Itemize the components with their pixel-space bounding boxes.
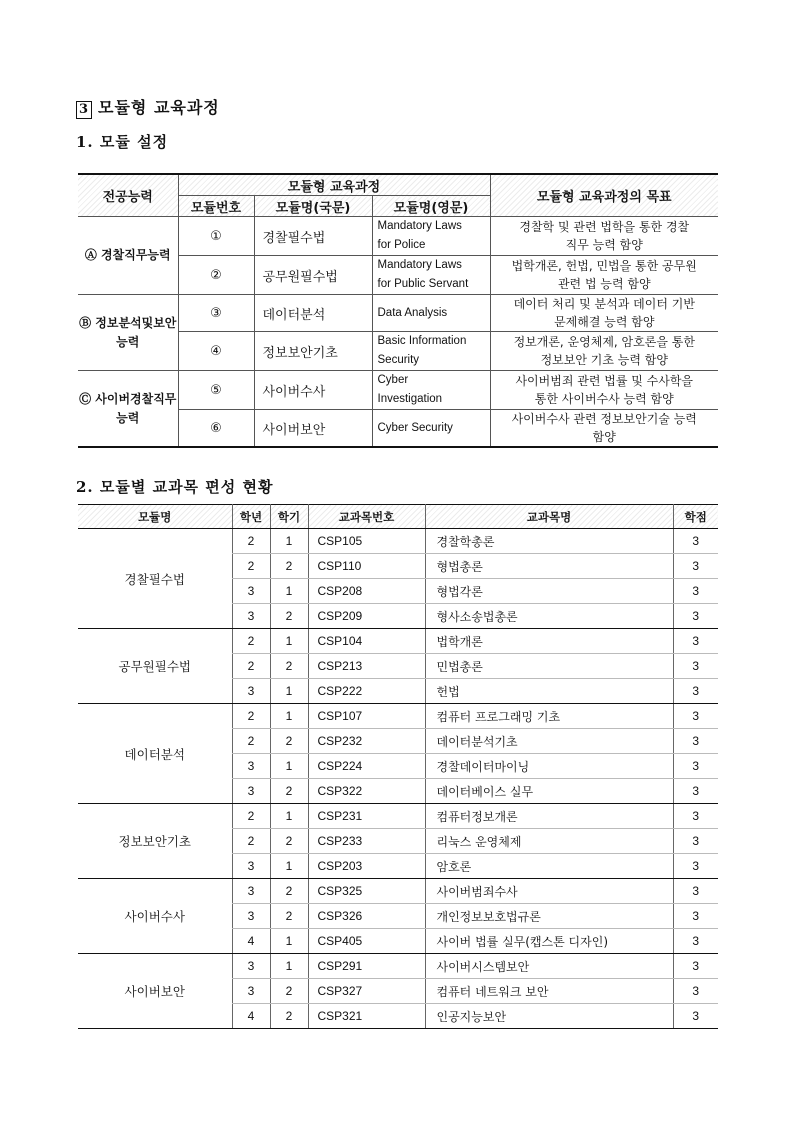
- semester-cell: 2: [270, 904, 308, 929]
- credit-cell: 3: [673, 679, 718, 704]
- course-code-cell: CSP104: [308, 629, 425, 654]
- credit-cell: 3: [673, 829, 718, 854]
- year-cell: 3: [232, 604, 270, 629]
- semester-cell: 1: [270, 954, 308, 979]
- year-cell: 2: [232, 529, 270, 554]
- module-name-kr: 사이버수사: [254, 371, 372, 410]
- year-cell: 2: [232, 829, 270, 854]
- module-goal: [490, 256, 718, 295]
- semester-cell: 1: [270, 929, 308, 954]
- semester-cell: 2: [270, 1004, 308, 1029]
- module-name-cell: 경찰필수법: [78, 529, 232, 629]
- year-cell: 3: [232, 579, 270, 604]
- course-name-cell: 형법각론: [425, 579, 673, 604]
- course-name-cell: 헌법: [425, 679, 673, 704]
- course-name-cell: 민법총론: [425, 654, 673, 679]
- course-name-cell: 형사소송법총론: [425, 604, 673, 629]
- module-name-en: [372, 256, 490, 295]
- course-name-cell: 데이터베이스 실무: [425, 779, 673, 804]
- course-name-cell: 암호론: [425, 854, 673, 879]
- year-cell: 2: [232, 654, 270, 679]
- section-title: [76, 95, 220, 119]
- module-goal-line: 함양: [592, 430, 616, 444]
- semester-cell: 1: [270, 804, 308, 829]
- course-code-cell: CSP110: [308, 554, 425, 579]
- module-name-cell: 사이버수사: [78, 879, 232, 954]
- module-name-en: [372, 217, 490, 256]
- table-row: [78, 704, 718, 729]
- semester-cell: 1: [270, 854, 308, 879]
- semester-cell: 2: [270, 779, 308, 804]
- credit-cell: 3: [673, 954, 718, 979]
- header-curriculum: 모듈형 교육과정: [178, 174, 490, 196]
- credit-cell: 3: [673, 554, 718, 579]
- module-name-en-line: for Police: [377, 239, 426, 251]
- course-name-cell: 경찰학총론: [425, 529, 673, 554]
- semester-cell: 2: [270, 829, 308, 854]
- year-cell: 3: [232, 854, 270, 879]
- course-name-cell: 사이버 법률 실무(캡스톤 디자인): [425, 929, 673, 954]
- course-code-cell: CSP213: [308, 654, 425, 679]
- subsection-title-course-status: 2. 모듈별 교과목 편성 현황: [76, 478, 274, 496]
- competency-label: Ⓒ 사이버경찰직무: [79, 391, 177, 406]
- credit-cell: 3: [673, 779, 718, 804]
- module-goal-line: 직무 능력 함양: [565, 238, 643, 252]
- module-number: ②: [178, 256, 254, 295]
- semester-cell: 2: [270, 654, 308, 679]
- course-name-cell: 사이버범죄수사: [425, 879, 673, 904]
- module-goal-line: 통한 사이버수사 능력 함양: [534, 392, 674, 406]
- competency-cell: [78, 217, 178, 295]
- module-name-kr: 정보보안기초: [254, 332, 372, 371]
- table-row: [78, 804, 718, 829]
- header-module-name-kr: 모듈명(국문): [254, 196, 372, 217]
- year-cell: 4: [232, 1004, 270, 1029]
- semester-cell: 2: [270, 604, 308, 629]
- module-name-en: [372, 410, 490, 448]
- header-credit: 학점: [673, 505, 718, 529]
- module-goal-line: 정보보안 기초 능력 함양: [540, 353, 668, 367]
- header-module-number: 모듈번호: [178, 196, 254, 217]
- credit-cell: 3: [673, 604, 718, 629]
- module-goal-line: 법학개론, 헌법, 민법을 통한 공무원: [511, 259, 697, 273]
- course-name-cell: 컴퓨터정보개론: [425, 804, 673, 829]
- competency-label: Ⓐ 경찰직무능력: [84, 248, 171, 262]
- table-row: [78, 954, 718, 979]
- course-code-cell: CSP209: [308, 604, 425, 629]
- credit-cell: 3: [673, 654, 718, 679]
- module-name-kr: 데이터분석: [254, 295, 372, 332]
- course-code-cell: CSP326: [308, 904, 425, 929]
- module-name-cell: 공무원필수법: [78, 629, 232, 704]
- header-semester: 학기: [270, 505, 308, 529]
- credit-cell: 3: [673, 804, 718, 829]
- course-code-cell: CSP224: [308, 754, 425, 779]
- semester-cell: 1: [270, 579, 308, 604]
- credit-cell: 3: [673, 904, 718, 929]
- module-name-en-line: Cyber Security: [377, 421, 453, 434]
- year-cell: 2: [232, 554, 270, 579]
- competency-label: 능력: [116, 410, 140, 425]
- course-name-cell: 형법총론: [425, 554, 673, 579]
- credit-cell: 3: [673, 729, 718, 754]
- header-module: 모듈명: [78, 505, 232, 529]
- module-name-en-line: for Public Servant: [377, 278, 469, 290]
- module-goal-line: 사이버범죄 관련 법률 및 수사학을: [515, 374, 694, 388]
- section-number-box: 3: [76, 101, 92, 119]
- credit-cell: 3: [673, 754, 718, 779]
- module-name-kr: 경찰필수법: [254, 217, 372, 256]
- year-cell: 2: [232, 804, 270, 829]
- module-name-cell: 데이터분석: [78, 704, 232, 804]
- competency-label: Ⓑ 정보분석및보안: [79, 315, 177, 330]
- module-name-en-line: Mandatory Laws: [377, 220, 462, 232]
- course-name-cell: 리눅스 운영체제: [425, 829, 673, 854]
- module-name-en: [372, 371, 490, 410]
- course-code-cell: CSP208: [308, 579, 425, 604]
- subsection-title-module-setup: 1. 모듈 설정: [76, 133, 169, 151]
- module-number: ⑤: [178, 371, 254, 410]
- semester-cell: 1: [270, 629, 308, 654]
- module-goal-line: 경찰학 및 관련 법학을 통한 경찰: [519, 220, 690, 234]
- course-code-cell: CSP232: [308, 729, 425, 754]
- course-code-cell: CSP231: [308, 804, 425, 829]
- module-name-en: [372, 295, 490, 332]
- year-cell: 3: [232, 679, 270, 704]
- semester-cell: 1: [270, 754, 308, 779]
- module-name-cell: 사이버보안: [78, 954, 232, 1029]
- credit-cell: 3: [673, 879, 718, 904]
- module-goal: [490, 371, 718, 410]
- course-name-cell: 사이버시스템보안: [425, 954, 673, 979]
- credit-cell: 3: [673, 1004, 718, 1029]
- year-cell: 4: [232, 929, 270, 954]
- course-code-cell: CSP322: [308, 779, 425, 804]
- year-cell: 3: [232, 954, 270, 979]
- module-goal-line: 정보개론, 운영체제, 암호론을 통한: [513, 335, 695, 349]
- module-name-en-line: Cyber: [377, 374, 409, 386]
- module-goal: [490, 410, 718, 448]
- module-number: ⑥: [178, 410, 254, 448]
- semester-cell: 2: [270, 729, 308, 754]
- year-cell: 2: [232, 629, 270, 654]
- header-goal: 모듈형 교육과정의 목표: [490, 174, 718, 217]
- header-course-code: 교과목번호: [308, 505, 425, 529]
- year-cell: 2: [232, 704, 270, 729]
- course-code-cell: CSP327: [308, 979, 425, 1004]
- year-cell: 3: [232, 879, 270, 904]
- module-name-en-line: Data Analysis: [377, 306, 448, 319]
- module-goal-line: 문제해결 능력 함양: [554, 315, 655, 329]
- course-code-cell: CSP203: [308, 854, 425, 879]
- course-name-cell: 경찰데이터마이닝: [425, 754, 673, 779]
- module-name-en-line: Basic Information: [377, 335, 467, 347]
- module-name-cell: 정보보안기초: [78, 804, 232, 879]
- semester-cell: 1: [270, 529, 308, 554]
- year-cell: 3: [232, 779, 270, 804]
- module-row: [78, 371, 718, 410]
- module-goal: [490, 332, 718, 371]
- header-course-name: 교과목명: [425, 505, 673, 529]
- course-code-cell: CSP405: [308, 929, 425, 954]
- credit-cell: 3: [673, 854, 718, 879]
- year-cell: 2: [232, 729, 270, 754]
- table-row: [78, 529, 718, 554]
- module-row: [78, 295, 718, 332]
- header-competency: 전공능력: [78, 174, 178, 217]
- credit-cell: 3: [673, 529, 718, 554]
- course-code-cell: CSP321: [308, 1004, 425, 1029]
- module-setup-table: [78, 173, 718, 448]
- module-number: ①: [178, 217, 254, 256]
- course-name-cell: 데이터분석기초: [425, 729, 673, 754]
- course-name-cell: 법학개론: [425, 629, 673, 654]
- semester-cell: 2: [270, 879, 308, 904]
- year-cell: 3: [232, 904, 270, 929]
- module-goal-line: 사이버수사 관련 정보보안기술 능력: [511, 412, 697, 426]
- module-number: ④: [178, 332, 254, 371]
- semester-cell: 1: [270, 679, 308, 704]
- year-cell: 3: [232, 754, 270, 779]
- course-code-cell: CSP325: [308, 879, 425, 904]
- header-module-name-en: 모듈명(영문): [372, 196, 490, 217]
- module-row: [78, 217, 718, 256]
- table-row: [78, 879, 718, 904]
- competency-cell: [78, 295, 178, 371]
- course-code-cell: CSP107: [308, 704, 425, 729]
- module-name-kr: 사이버보안: [254, 410, 372, 448]
- course-name-cell: 개인정보보호법규론: [425, 904, 673, 929]
- competency-cell: [78, 371, 178, 448]
- course-code-cell: CSP105: [308, 529, 425, 554]
- table-row: [78, 629, 718, 654]
- credit-cell: 3: [673, 929, 718, 954]
- competency-label: 능력: [116, 334, 140, 349]
- course-name-cell: 인공지능보안: [425, 1004, 673, 1029]
- section-title-text: 모듈형 교육과정: [98, 98, 220, 117]
- semester-cell: 1: [270, 704, 308, 729]
- header-year: 학년: [232, 505, 270, 529]
- credit-cell: 3: [673, 704, 718, 729]
- year-cell: 3: [232, 979, 270, 1004]
- semester-cell: 2: [270, 554, 308, 579]
- module-goal-line: 관련 법 능력 함양: [557, 277, 651, 291]
- module-number: ③: [178, 295, 254, 332]
- module-goal: [490, 217, 718, 256]
- module-name-en-line: Investigation: [377, 393, 443, 405]
- course-code-cell: CSP233: [308, 829, 425, 854]
- module-name-en: [372, 332, 490, 371]
- course-name-cell: 컴퓨터 네트워크 보안: [425, 979, 673, 1004]
- module-name-kr: 공무원필수법: [254, 256, 372, 295]
- course-name-cell: 컴퓨터 프로그래밍 기초: [425, 704, 673, 729]
- course-code-cell: CSP222: [308, 679, 425, 704]
- course-table: [78, 504, 718, 1029]
- credit-cell: 3: [673, 629, 718, 654]
- module-name-en-line: Security: [377, 354, 420, 366]
- module-goal: [490, 295, 718, 332]
- module-goal-line: 데이터 처리 및 분석과 데이터 기반: [513, 297, 695, 311]
- semester-cell: 2: [270, 979, 308, 1004]
- credit-cell: 3: [673, 579, 718, 604]
- course-code-cell: CSP291: [308, 954, 425, 979]
- module-name-en-line: Mandatory Laws: [377, 259, 462, 271]
- credit-cell: 3: [673, 979, 718, 1004]
